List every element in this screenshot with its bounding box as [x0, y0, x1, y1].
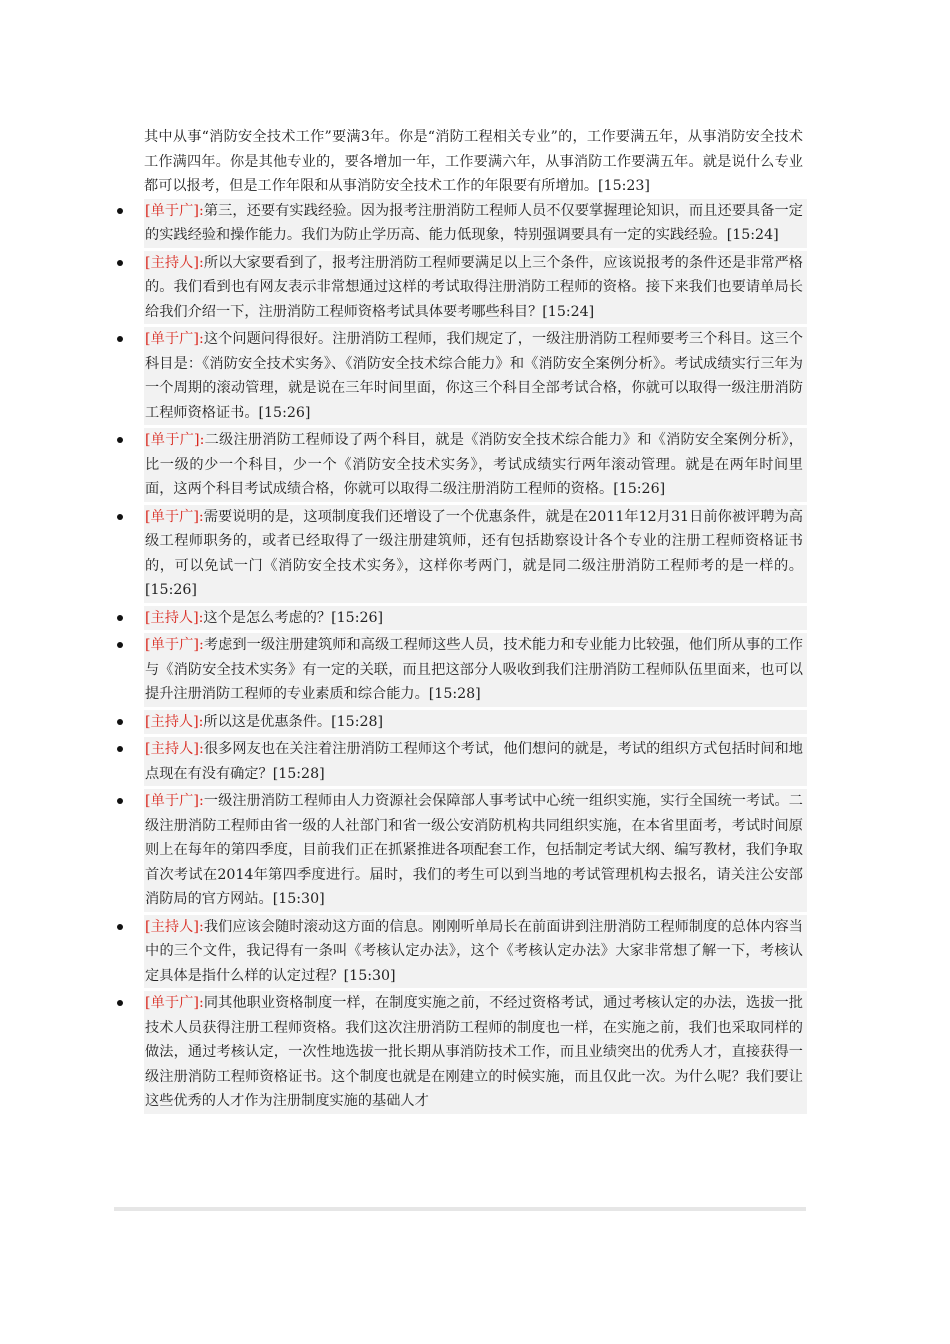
entry-text: 二级注册消防工程师设了两个科目，就是《消防安全技术综合能力》和《消防安全案例分析》，比一级的少一个科目，少一个《消防安全技术实务》，考试成绩实行两年滚动管理。就是在两年时间里面，这两个科目考试成绩合格，你就可以取得二级注册消防工程师的资格。[15:26] — [145, 432, 803, 497]
entry-text: 我们应该会随时滚动这方面的信息。刚刚听单局长在前面讲到注册消防工程师制度的总体内容当中的三个文件，我记得有一条叫《考核认定办法》，这个《考核认定办法》大家非常想了解一下，考核认定具体是指什么样的认定过程？[15:30] — [145, 918, 803, 984]
entry-text: 所以大家要看到了，报考注册消防工程师要满足以上三个条件，应该说报考的条件还是非常严格的。我们看到也有网友表示非常想通过这样的考试取得注册消防工程师的资格。接下来我们也要请单局长给我们介绍一下，注册消防工程师资格考试具体要考哪些科目？[15:24] — [145, 254, 803, 320]
speaker-label: [单于广]: — [145, 793, 204, 809]
transcript-document — [117, 125, 807, 1117]
transcript-entry — [144, 915, 807, 989]
transcript-entry — [144, 428, 807, 502]
speaker-label: [主持人]: — [145, 713, 204, 730]
transcript-entry — [144, 199, 807, 248]
list-item — [117, 991, 807, 1114]
list-item — [117, 710, 807, 735]
list-item — [117, 327, 807, 425]
entry-text: 一级注册消防工程师由人力资源社会保障部人事考试中心统一组织实施，实行全国统一考试。二级注册消防工程师由省一级的人社部门和省一级公安消防机构共同组织实施，在本省里面考，考试时间原则上在每年的第四季度，目前我们正在抓紧推进各项配套工作，包括制定考试大纲、编写教材，我们争取首次考试在2014年第四季度进行。届时，我们的考生可以到当地的考试管理机构去报名，请关注公安部消防局的官方网站。[15:30] — [145, 793, 803, 907]
list-item — [117, 789, 807, 912]
bullet-icon — [117, 746, 123, 752]
bullet-icon — [117, 208, 123, 214]
list-item — [117, 199, 807, 248]
entry-text: 需要说明的是，这项制度我们还增设了一个优惠条件，就是在2011年12月31日前你被评聘为高级工程师职务的，或者已经取得了一级注册建筑师，还有包括勘察设计各个专业的注册工程师资格证书的，可以免试一门《消防安全技术实务》，这样你考两门，就是同二级注册消防工程师考的是一样的。[15:26] — [145, 508, 803, 598]
transcript-entry — [144, 991, 807, 1114]
entry-text: 这个问题问得很好。注册消防工程师，我们规定了，一级注册消防工程师要考三个科目。这三个科目是：《消防安全技术实务》、《消防安全技术综合能力》和《消防安全案例分析》。考试成绩实行三年为一个周期的滚动管理，就是说在三年时间里面，你这三个科目全部考试合格，你就可以取得一级注册消防工程师资格证书。[15:26] — [145, 331, 803, 421]
entry-text: 很多网友也在关注着注册消防工程师这个考试，他们想问的就是，考试的组织方式包括时间和地点现在有没有确定？[15:28] — [145, 741, 803, 782]
transcript-entry — [144, 737, 807, 786]
list-item — [117, 915, 807, 989]
transcript-entry — [144, 789, 807, 912]
bullet-icon — [117, 924, 123, 930]
bottom-divider — [114, 1207, 806, 1211]
transcript-list — [117, 199, 807, 1114]
speaker-label: [单于广]: — [145, 331, 204, 347]
speaker-label: [主持人]: — [145, 609, 204, 626]
list-item — [117, 633, 807, 707]
speaker-label: [单于广]: — [145, 637, 204, 653]
transcript-entry — [144, 251, 807, 325]
entry-text: 这个是怎么考虑的？[15:26] — [203, 609, 384, 626]
bullet-icon — [117, 514, 123, 520]
entry-text: 第三，还要有实践经验。因为报考注册消防工程师人员不仅要掌握理论知识，而且还要具备一定的实践经验和操作能力。我们为防止学历高、能力低现象，特别强调要具有一定的实践经验。[15:24] — [145, 202, 803, 243]
list-item — [117, 251, 807, 325]
speaker-label: [单于广]: — [145, 202, 204, 219]
bullet-icon — [117, 642, 123, 648]
bullet-icon — [117, 437, 123, 443]
bullet-icon — [117, 1000, 123, 1006]
list-item — [117, 428, 807, 502]
transcript-entry — [144, 606, 807, 631]
bullet-icon — [117, 336, 123, 342]
bullet-icon — [117, 260, 123, 266]
list-item — [117, 737, 807, 786]
list-item — [117, 606, 807, 631]
speaker-label: [单于广]: — [145, 432, 205, 448]
intro-paragraph: 其中从事“消防安全技术工作”要满3年。你是“消防工程相关专业”的，工作要满五年，从事消防安全技术工作满四年。你是其他专业的，要各增加一年，工作要满六年，从事消防工作要满五年。就是说什么专业都可以报考，但是工作年限和从事消防安全技术工作的年限要有所增加。[15:23] — [144, 129, 803, 194]
bullet-icon — [117, 719, 123, 725]
speaker-label: [单于广]: — [145, 995, 204, 1011]
entry-text: 考虑到一级注册建筑师和高级工程师这些人员，技术能力和专业能力比较强，他们所从事的工作与《消防安全技术实务》有一定的关联，而且把这部分人吸收到我们注册消防工程师队伍里面来，也可以提升注册消防工程师的专业素质和综合能力。[15:28] — [145, 637, 803, 702]
bullet-icon — [117, 615, 123, 621]
transcript-entry — [144, 633, 807, 707]
speaker-label: [主持人]: — [145, 254, 204, 271]
speaker-label: [主持人]: — [145, 741, 204, 757]
speaker-label: [主持人]: — [145, 918, 204, 935]
transcript-entry — [144, 327, 807, 425]
entry-text: 所以这是优惠条件。[15:28] — [203, 713, 384, 730]
list-item — [117, 505, 807, 603]
transcript-entry — [144, 505, 807, 603]
transcript-entry — [144, 710, 807, 735]
entry-text: 同其他职业资格制度一样，在制度实施之前，不经过资格考试，通过考核认定的办法，选拔一批技术人员获得注册工程师资格。我们这次注册消防工程师的制度也一样，在实施之前，我们也采取同样的做法，通过考核认定，一次性地选拔一批长期从事消防技术工作，而且业绩突出的优秀人才，直接获得一级注册消防工程师资格证书。这个制度也就是在刚建立的时候实施，而且仅此一次。为什么呢？我们要让这些优秀的人才作为注册制度实施的基础人才 — [145, 995, 803, 1109]
bullet-icon — [117, 798, 123, 804]
speaker-label: [单于广]: — [145, 508, 204, 525]
